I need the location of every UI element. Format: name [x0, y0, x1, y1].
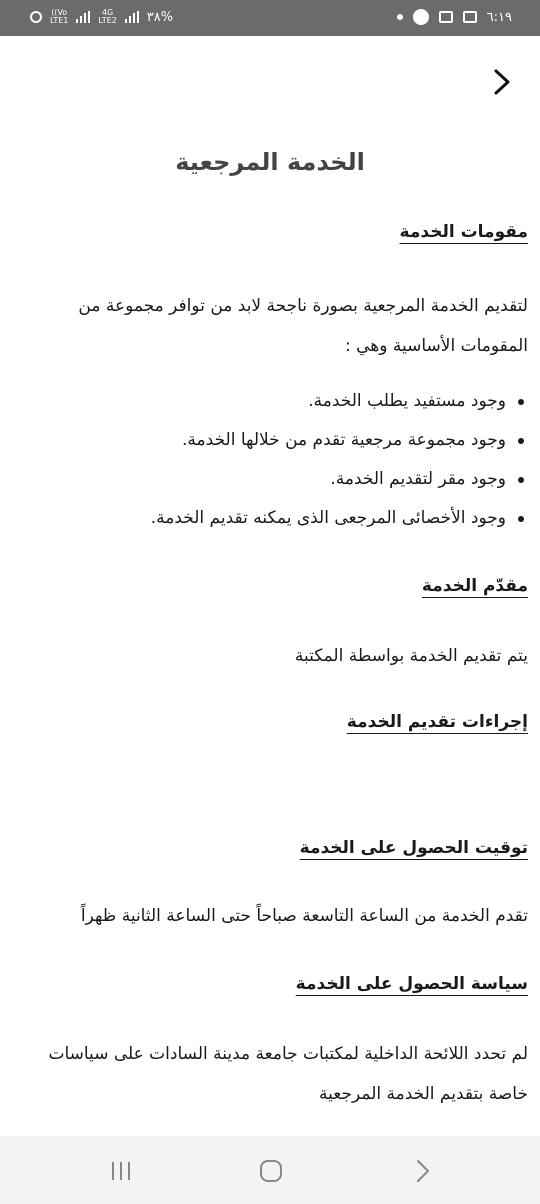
signal-icon [76, 11, 90, 23]
section-heading-policy: سياسة الحصول على الخدمة [295, 974, 528, 994]
status-bar [0, 0, 540, 36]
system-nav-bar [0, 1136, 540, 1204]
home-button[interactable] [256, 1156, 286, 1186]
section-text-policy: لم تحدد اللائحة الداخلية لمكتبات جامعة مدينة السادات على سياسات خاصة بتقديم الخدمة المرجعية [48, 1044, 528, 1104]
section-text-timing: تقدم الخدمة من الساعة التاسعة صباحاً حتى الساعة الثانية ظهراً [80, 906, 528, 926]
status-right [397, 9, 512, 25]
page-title: الخدمة المرجعية [175, 148, 365, 176]
whatsapp-icon [413, 9, 429, 25]
section-heading-timing: توقيت الحصول على الخدمة [299, 838, 528, 858]
back-button[interactable] [488, 66, 516, 98]
signal-icon [125, 11, 139, 23]
notification-dot-icon [397, 14, 403, 20]
gallery-icon [463, 11, 477, 23]
section-heading-provider: مقدّم الخدمة [421, 576, 528, 596]
back-icon [415, 1158, 431, 1184]
nav-back-button[interactable] [408, 1156, 438, 1186]
network-sub: LTE1 [50, 16, 69, 25]
recents-icon [109, 1160, 133, 1182]
network-chip-4g [98, 9, 116, 25]
home-icon [258, 1158, 284, 1184]
alarm-icon [30, 11, 42, 23]
cast-icon [439, 11, 453, 23]
recents-button[interactable] [106, 1156, 136, 1186]
section-heading-procedures: إجراءات تقديم الخدمة [346, 712, 528, 732]
section-text-provider: يتم تقديم الخدمة بواسطة المكتبة [294, 646, 528, 666]
list-item: وجود مجموعة مرجعية تقدم من خلالها الخدمة. [151, 421, 506, 460]
list-item: وجود مقر لتقديم الخدمة. [151, 460, 506, 499]
network-sub: LTE2 [98, 16, 117, 25]
section-text-components: لتقديم الخدمة المرجعية بصورة ناجحة لابد من توافر مجموعة من المقومات الأساسية وهي : [78, 296, 528, 356]
components-list [151, 382, 528, 538]
chevron-right-icon [493, 68, 511, 96]
battery-percent: %٣٨ [146, 9, 174, 25]
status-left [30, 9, 173, 25]
network-label: 4G [101, 8, 114, 17]
clock: ٦:١٩ [486, 9, 512, 25]
list-item: وجود الأخصائى المرجعى الذى يمكنه تقديم الخدمة. [151, 499, 506, 538]
network-chip-volte [50, 9, 68, 25]
section-heading-components: مقومات الخدمة [399, 222, 528, 242]
list-item: وجود مستفيد يطلب الخدمة. [151, 382, 506, 421]
network-label: Vo)) [51, 8, 68, 17]
